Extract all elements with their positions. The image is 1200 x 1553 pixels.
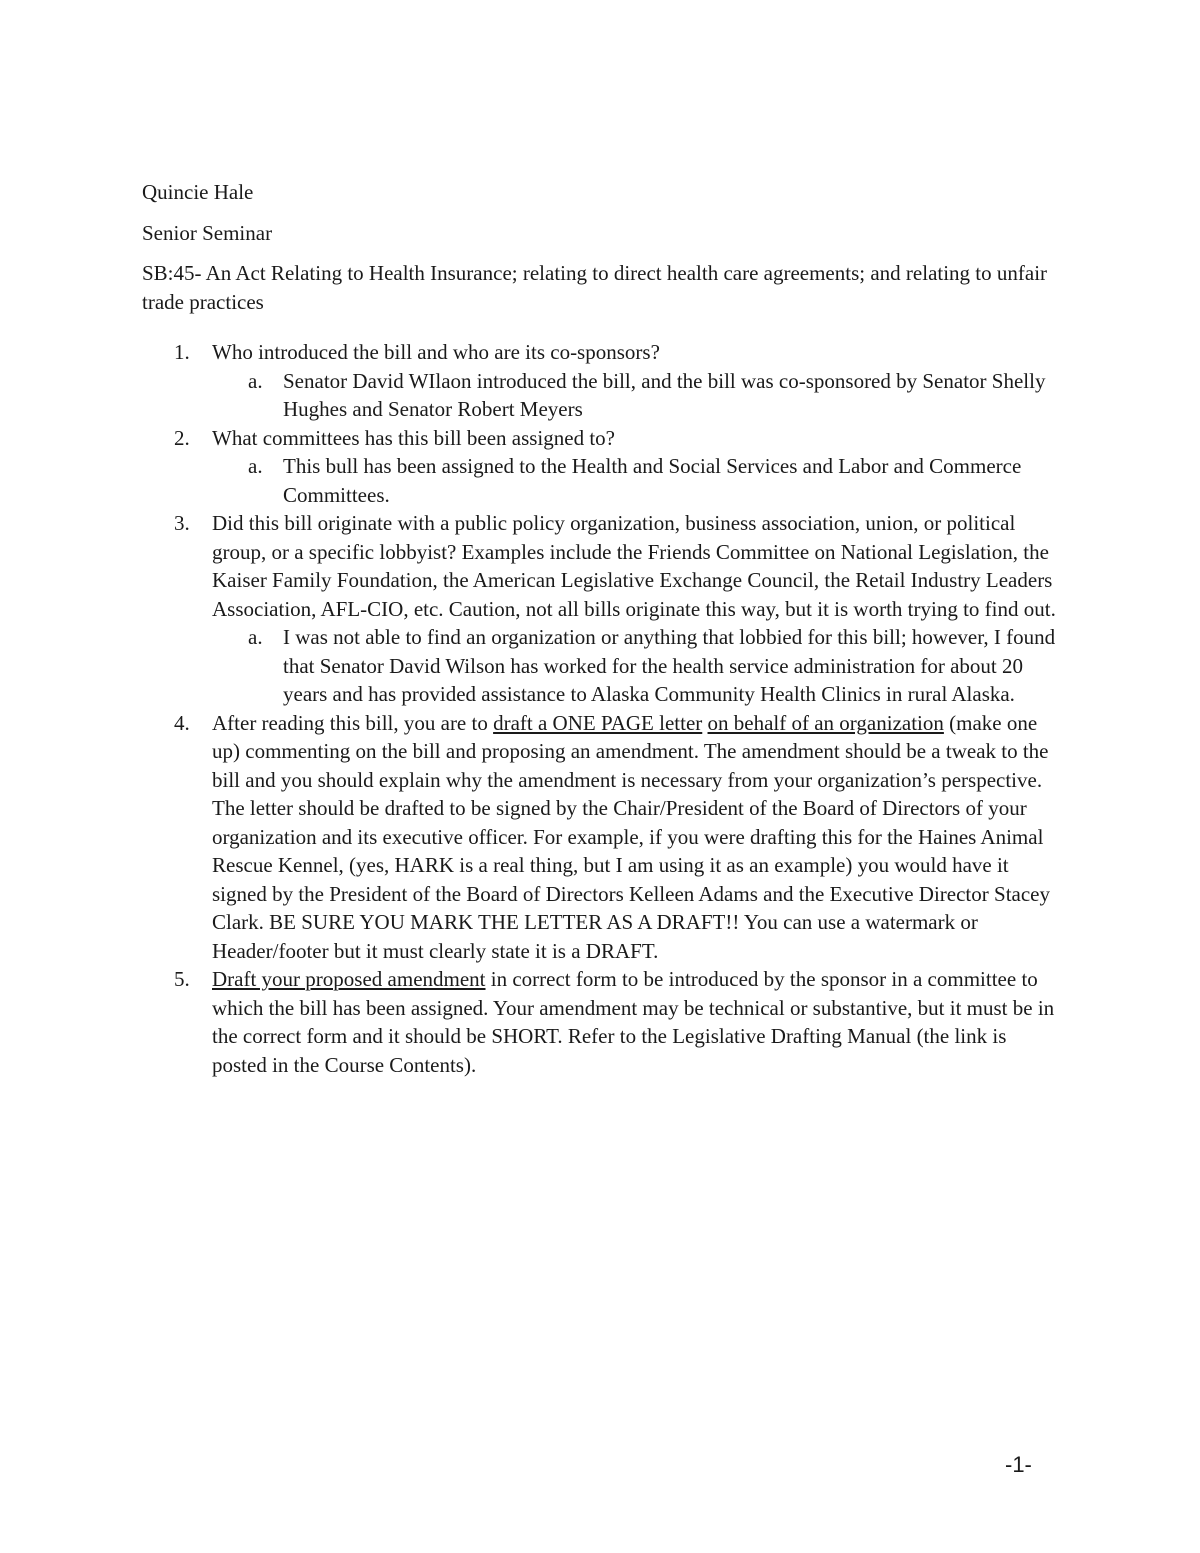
question-item bbox=[142, 424, 1062, 510]
question-text-segment: (make one up) commenting on the bill and proposing an amendment. The amendment should be a tweak to the bill and you should explain why the amendment is necessary from your organization’s perspective. The letter should be drafted to be signed by the Chair/President of the Board of Directors of your organization and its executive officer. For example, if you were drafting this for the Haines Animal Rescue Kennel, (yes, HARK is a real thing, but I am using it as an example) you would have it signed by the President of the Board of Directors Kelleen Adams and the Executive Director Stacey Clark. BE SURE YOU MARK THE LETTER AS A DRAFT!! You can use a watermark or Header/footer but it must clearly state it is a DRAFT. bbox=[212, 710, 1050, 963]
underlined-instruction: draft a ONE PAGE letter bbox=[493, 710, 703, 735]
course-name: Senior Seminar bbox=[142, 220, 273, 245]
answer-text: I was not able to find an organization or anything that lobbied for this bill; however, I found that Senator David Wilson has worked for the health service administration for about 20 years and has provided assistance to Alaska Community Health Clinics in rural Alaska. bbox=[283, 625, 1056, 706]
answer-item bbox=[212, 623, 1062, 709]
question-item bbox=[142, 965, 1062, 1079]
document-body bbox=[142, 178, 1062, 1079]
answer-list bbox=[212, 623, 1062, 709]
answer-text: Senator David WIlaon introduced the bill, and the bill was co-sponsored by Senator Shelly Hughes and Senator Robert Meyers bbox=[283, 368, 1046, 421]
underlined-instruction: on behalf of an organization bbox=[707, 710, 944, 735]
question-text-segment: After reading this bill, you are to bbox=[212, 710, 494, 735]
answer-letter: a. bbox=[248, 368, 263, 393]
answer-item bbox=[212, 367, 1062, 424]
question-text: Did this bill originate with a public policy organization, business association, union, or political group, or a specific lobbyist? Examples include the Friends Committee on National Legislation, the Kaiser Family Foundation, the American Legislative Exchange Council, the Retail Industry Leaders Association, AFL-CIO, etc. Caution, not all bills originate this way, but it is worth trying to find out. bbox=[212, 511, 1056, 621]
question-item bbox=[142, 338, 1062, 424]
answer-text: This bull has been assigned to the Health and Social Services and Labor and Commerce Committees. bbox=[283, 454, 1022, 507]
question-item bbox=[142, 509, 1062, 709]
question-list bbox=[142, 338, 1062, 1079]
question-number: 3. bbox=[174, 511, 190, 535]
author-name: Quincie Hale bbox=[142, 180, 254, 204]
question-number: 4. bbox=[174, 710, 190, 735]
question-item bbox=[142, 709, 1062, 966]
question-text: Who introduced the bill and who are its co-sponsors? bbox=[212, 340, 660, 364]
question-text bbox=[212, 709, 1062, 966]
answer-item bbox=[212, 452, 1062, 509]
question-number: 5. bbox=[174, 967, 190, 991]
answer-letter: a. bbox=[248, 454, 263, 478]
page-number: -1- bbox=[1005, 1452, 1032, 1477]
question-number: 2. bbox=[174, 425, 190, 450]
question-number: 1. bbox=[174, 340, 190, 364]
underlined-instruction: Draft your proposed amendment bbox=[212, 967, 486, 991]
answer-list bbox=[212, 367, 1062, 424]
question-text: What committees has this bill been assigned to? bbox=[212, 425, 615, 450]
answer-letter: a. bbox=[248, 625, 263, 649]
bill-title: SB:45- An Act Relating to Health Insurance; relating to direct health care agreements; and relating to unfair trade practices bbox=[142, 261, 1048, 314]
answer-list bbox=[212, 452, 1062, 509]
question-text bbox=[212, 965, 1062, 1079]
question-text-segment: in correct form to be introduced by the sponsor in a committee to which the bill has been assigned. Your amendment may be technical or substantive, but it must be in the correct form and it should be SHORT. Refer to the Legislative Drafting Manual (the link is posted in the Course Contents). bbox=[212, 967, 1055, 1077]
